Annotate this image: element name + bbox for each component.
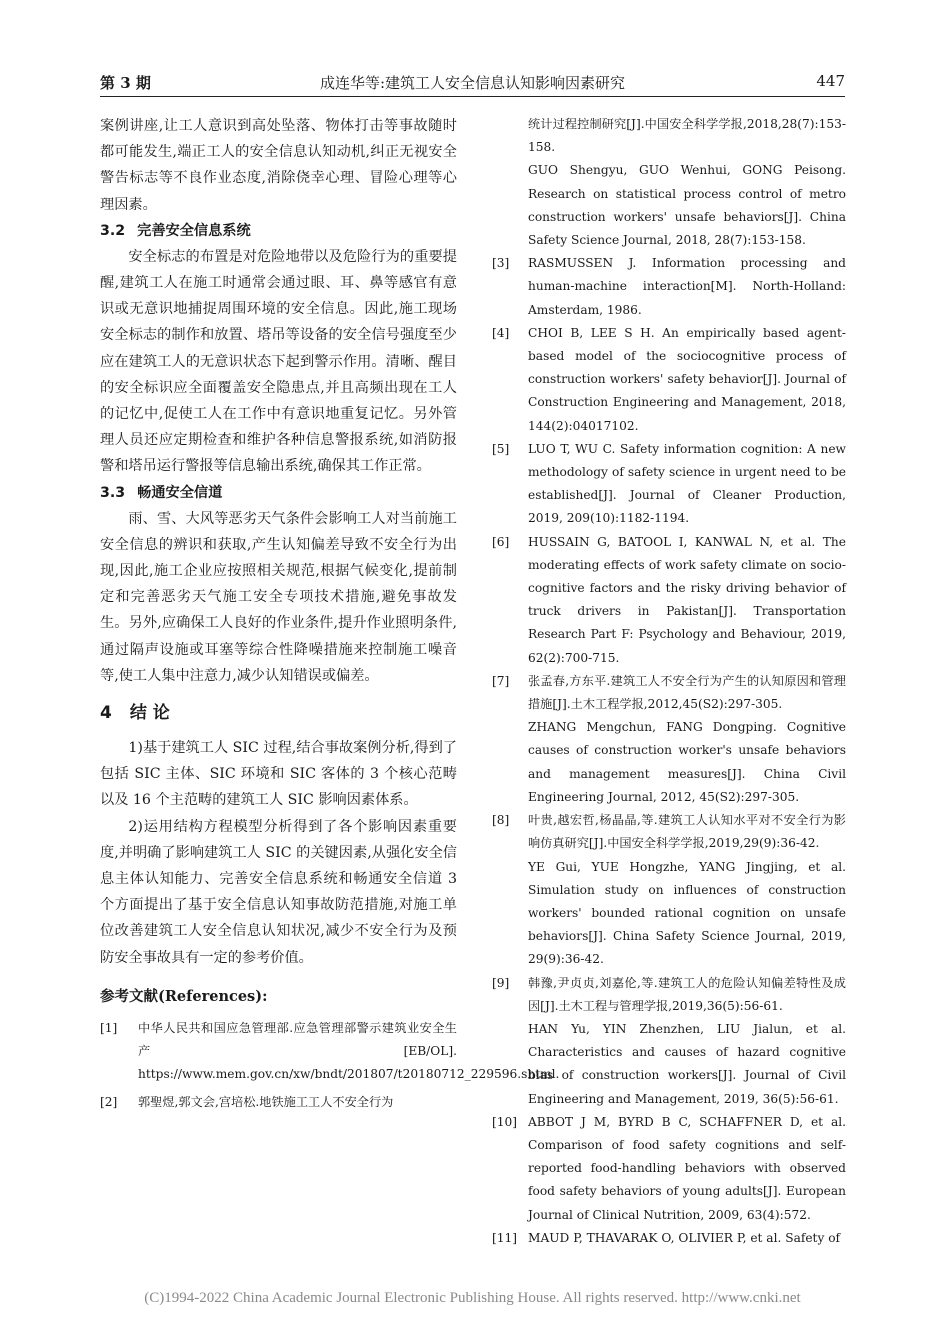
section-4-heading: [100, 699, 457, 727]
references-heading: 参考文献(References):: [100, 987, 268, 1005]
reference-item: [492, 252, 846, 322]
copyright-footer: (C)1994-2022 China Academic Journal Electronic Publishing House. All rights reserved. http://www.cnki.net: [144, 1290, 801, 1306]
reference-text-en: YE Gui, YUE Hongzhe, YANG Jingjing, et al. Simulation study on influences of construction workers' bounded rational cognition on unsafe behaviors[J]. China Safety Science Journal, 2019, 29(9):36-42.: [528, 859, 846, 967]
reference-item: [492, 972, 846, 1111]
reference-text: CHOI B, LEE S H. An empirically based agent-based model of the sociocognitive process of construction workers' safety behavior[J]. Journal of Construction Engineering and Management, 2018, 144(2):04017102.: [528, 325, 846, 433]
intro-paragraph: 案例讲座,让工人意识到高处坠落、物体打击等事故随时都可能发生,端正工人的安全信息认知动机,纠正无视安全警告标志等不良作业态度,消除侥幸心理、冒险心理等心理因素。: [100, 118, 457, 213]
reference-item: [100, 1017, 560, 1087]
reference-item: [492, 809, 846, 971]
section-3-3-heading: [100, 480, 457, 506]
reference-item: [492, 531, 846, 670]
reference-number: [3]: [492, 256, 510, 271]
reference-text: ABBOT J M, BYRD B C, SCHAFFNER D, et al. Comparison of food safety cognitions and self-reported food-handling behaviors with observed food safety behaviors of young adults[J]. European Journal of Clinical Nutrition, 2009, 63(4):572.: [528, 1114, 846, 1222]
left-column: [100, 113, 560, 1114]
reference-number: [6]: [492, 534, 510, 549]
reference-text-en: HAN Yu, YIN Zhenzhen, LIU Jialun, et al. Characteristics and causes of hazard cognitive bias of construction workers[J]. Journal of Civil Engineering and Management, 2019, 36(5):56-61.: [528, 1021, 846, 1106]
reference-item-continued: [492, 113, 846, 252]
reference-text-en: GUO Shengyu, GUO Wenhui, GONG Peisong. Research on statistical process control of metro construction workers' unsafe behaviors[J]. China Safety Science Journal, 2018, 28(7):153-158.: [528, 163, 846, 248]
reference-text: 中华人民共和国应急管理部.应急管理部警示建筑业安全生产[EB/OL]. https://www.mem.gov.cn/xw/bndt/201807/t20180712_229596.shtml.: [138, 1020, 560, 1082]
reference-text: HUSSAIN G, BATOOL I, KANWAL N, et al. The moderating effects of work safety climate on socio-cognitive factors and the risky driving behavior of truck drivers in Pakistan[J]. Transportation Research Part F: Psychology and Behaviour, 2019, 62(2):700-715.: [528, 534, 846, 665]
reference-number: [11]: [492, 1230, 518, 1245]
reference-item: [492, 322, 846, 438]
reference-number: [7]: [492, 673, 510, 688]
issue-label: 第 3 期: [100, 74, 151, 92]
reference-item: [492, 1227, 846, 1250]
section-title: 畅通安全信道: [137, 484, 223, 501]
conclusion-2: 2)运用结构方程模型分析得到了各个影响因素重要度,并明确了影响建筑工人 SIC 的关键因素,从强化安全信息主体认知能力、完善安全信息系统和畅通安全信道 3 个方面提出了基于安全信息认知事故防范措施,对施工单位改善建筑工人安全信息认知状况,减少不安全行为及预防安全事故具有一定的参考价值。: [100, 818, 457, 966]
reference-text: 郭聖煜,郭文会,宫培松.地铁施工工人不安全行为: [138, 1094, 394, 1109]
section-number: 3.3: [100, 484, 126, 501]
right-column: [492, 113, 846, 1250]
reference-number: [5]: [492, 441, 510, 456]
reference-text-en: ZHANG Mengchun, FANG Dongping. Cognitive causes of construction worker's unsafe behaviors and management measures[J]. China Civil Engineering Journal, 2012, 45(S2):297-305.: [528, 720, 846, 804]
reference-item: [492, 670, 846, 809]
reference-number: [4]: [492, 325, 510, 340]
conclusion-1: 1)基于建筑工人 SIC 过程,结合事故案例分析,得到了包括 SIC 主体、SIC 环境和 SIC 客体的 3 个核心范畴以及 16 个主范畴的建筑工人 SIC 影响因素体系。: [100, 740, 457, 809]
section-title: 完善安全信息系统: [137, 222, 251, 239]
page-number: 447: [816, 72, 845, 90]
reference-text-cn: 韩豫,尹贞贞,刘嘉伦,等.建筑工人的危险认知偏差特性及成因[J].土木工程与管理学报,2019,36(5):56-61.: [528, 975, 846, 1013]
reference-text: LUO T, WU C. Safety information cognition: A new methodology of safety science in urgent need to be established[J]. Journal of Cleaner Production, 2019, 209(10):1182-1194.: [528, 441, 846, 526]
reference-text-cn: 叶贵,越宏哲,杨晶晶,等.建筑工人认知水平对不安全行为影响仿真研究[J].中国安全科学学报,2019,29(9):36-42.: [528, 813, 846, 851]
section-title: 结 论: [129, 703, 170, 724]
section-3-2-heading: [100, 218, 457, 244]
section-3-2-paragraph: 安全标志的布置是对危险地带以及危险行为的重要提醒,建筑工人在施工时通常会通过眼、耳、鼻等感官有意识或无意识地捕捉周围环境的安全信息。因此,施工现场安全标志的制作和放置、塔吊等设备的安全信号强度至少应在建筑工人的无意识状态下起到警示作用。清晰、醒目的安全标识应全面覆盖安全隐患点,并且高频出现在工人的记忆中,促使工人在工作中有意识地重复记忆。另外管理人员还应定期检查和维护各种信息警报系统,如消防报警和塔吊运行警报等信息输出系统,确保其工作正常。: [100, 248, 457, 475]
reference-text: RASMUSSEN J. Information processing and human-machine interaction[M]. North-Holland: Amsterdam, 1986.: [528, 256, 846, 317]
reference-item: [492, 1111, 846, 1227]
reference-text-cn: 张孟春,方东平.建筑工人不安全行为产生的认知原因和管理措施[J].土木工程学报,2012,45(S2):297-305.: [528, 673, 846, 712]
section-number: 4: [100, 703, 112, 724]
running-title: 成连华等:建筑工人安全信息认知影响因素研究: [319, 74, 626, 92]
reference-item: [100, 1091, 457, 1114]
reference-item: [492, 438, 846, 531]
reference-text-cn: 统计过程控制研究[J].中国安全科学学报,2018,28(7):153-158.: [528, 117, 846, 155]
reference-number: [8]: [492, 813, 510, 828]
section-3-3-paragraph: 雨、雪、大风等恶劣天气条件会影响工人对当前施工安全信息的辨识和获取,产生认知偏差导致不安全行为出现,因此,施工企业应按照相关规范,根据气候变化,提前制定和完善恶劣天气施工安全专项技术措施,避免事故发生。另外,应确保工人良好的作业条件,提升作业照明条件,通过隔声设施或耳塞等综合性降噪措施来控制施工噪音等,使工人集中注意力,减少认知错误或偏差。: [100, 510, 457, 684]
section-number: 3.2: [100, 222, 126, 239]
running-header: [100, 68, 845, 97]
reference-number: [1]: [100, 1020, 118, 1035]
reference-number: [2]: [100, 1094, 118, 1109]
reference-number: [9]: [492, 975, 510, 990]
reference-text: MAUD P, THAVARAK O, OLIVIER P, et al. Safety of: [528, 1230, 841, 1245]
reference-number: [10]: [492, 1114, 518, 1129]
